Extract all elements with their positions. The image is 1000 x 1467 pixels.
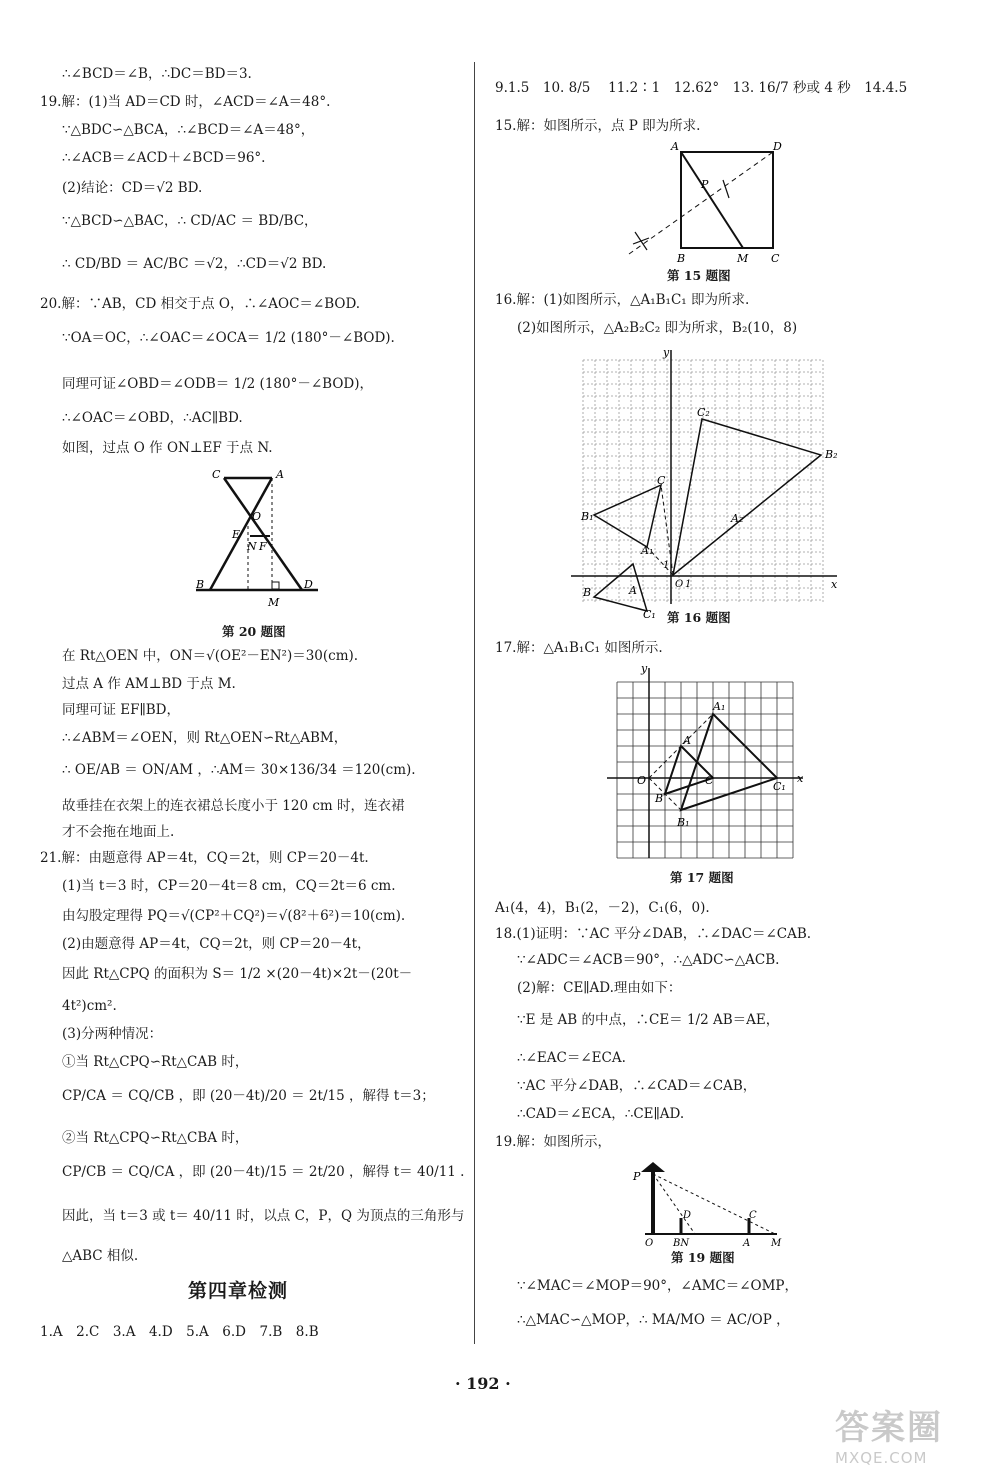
fig-label: D bbox=[304, 578, 313, 591]
text-line: (2)结论：CD＝√2 BD. bbox=[62, 180, 203, 196]
text-line: 同理可证∠OBD＝∠ODB＝ 1/2 (180°－∠BOD)， bbox=[62, 376, 373, 392]
fig-label: P bbox=[633, 1170, 641, 1183]
fig-label: A bbox=[743, 1238, 751, 1249]
text-line: CP/CB ＝ CQ/CA ，即 (20－4t)/15 ＝ 2t/20 ，解得 t＝ 40/11 . bbox=[62, 1164, 465, 1180]
figure-caption: 第 20 题图 bbox=[222, 624, 286, 639]
text-line: 17.解：△A₁B₁C₁ 如图所示. bbox=[495, 640, 663, 656]
fig-label: O bbox=[252, 510, 262, 523]
fig-label: M bbox=[737, 252, 749, 265]
text-line: 因此 Rt△CPQ 的面积为 S＝ 1/2 ×(20－4t)×2t－(20t－ bbox=[62, 966, 413, 982]
text-line: ∴∠ACB＝∠ACD＋∠BCD＝96°. bbox=[62, 150, 266, 166]
text-line: 过点 A 作 AM⊥BD 于点 M. bbox=[62, 676, 236, 692]
fig-label: B bbox=[196, 578, 205, 591]
page-number: · 192 · bbox=[455, 1374, 511, 1393]
fig-label: A₁ bbox=[641, 544, 654, 557]
fig-label: A bbox=[683, 734, 691, 747]
fig-label: x bbox=[797, 772, 804, 785]
text-line: 如图，过点 O 作 ON⊥EF 于点 N. bbox=[62, 440, 273, 456]
fig-label: O bbox=[645, 1238, 654, 1249]
text-line: ∴ OE/AB ＝ ON/AM ，∴AM＝ 30×136/34 ＝120(cm). bbox=[62, 762, 416, 778]
fig-label: C bbox=[749, 1210, 757, 1221]
fig-label: M bbox=[771, 1238, 782, 1249]
fig-label: A₁ bbox=[713, 700, 726, 713]
fig-label: B bbox=[583, 586, 592, 599]
text-line: (1)当 t＝3 时，CP＝20－4t＝8 cm，CQ＝2t＝6 cm. bbox=[62, 878, 396, 894]
text-line: ∴∠EAC＝∠ECA. bbox=[517, 1050, 626, 1066]
figure-19 bbox=[625, 1158, 785, 1248]
fig-label: B bbox=[677, 252, 686, 265]
text-line: A₁(4，4)，B₁(2，－2)，C₁(6，0). bbox=[495, 900, 710, 916]
text-line: (2)如图所示，△A₂B₂C₂ 即为所求，B₂(10，8) bbox=[517, 320, 798, 336]
fig-label: D bbox=[773, 140, 782, 153]
text-line: 9.1.5 10. 8/5 11.2∶1 12.62° 13. 16/7 秒或 4 秒 14.4.5 bbox=[495, 80, 908, 96]
figure-caption: 第 16 题图 bbox=[667, 610, 731, 625]
text-line: 在 Rt△OEN 中，ON＝√(OE²－EN²)＝30(cm). bbox=[62, 648, 359, 664]
text-line: 19.解：如图所示， bbox=[495, 1134, 611, 1150]
fig-label: C₁ bbox=[773, 780, 786, 793]
text-line: 才不会拖在地面上. bbox=[62, 824, 175, 840]
text-line: ∵△BDC∽△BCA，∴∠BCD＝∠A＝48°， bbox=[62, 122, 315, 138]
fig-label: A bbox=[276, 468, 284, 481]
column-divider bbox=[474, 62, 475, 1344]
fig-label: O bbox=[675, 579, 684, 590]
text-line: ∴CAD＝∠ECA，∴CE∥AD. bbox=[517, 1106, 685, 1122]
fig-label: C₁ bbox=[643, 608, 656, 621]
watermark-en: MXQE.COM bbox=[835, 1449, 928, 1467]
text-line: CP/CA ＝ CQ/CB ，即 (20－4t)/20 ＝ 2t/15 ，解得 t＝3； bbox=[62, 1088, 435, 1104]
fig-label: A bbox=[629, 584, 637, 597]
text-line: (2)由题意得 AP＝4t，CQ＝2t，则 CP＝20－4t， bbox=[62, 936, 371, 952]
text-line: ∵△BCD∽△BAC，∴ CD/AC ＝ BD/BC， bbox=[62, 213, 318, 229]
fig-label: B₁ bbox=[677, 816, 690, 829]
fig-label: A bbox=[671, 140, 679, 153]
text-line: ∵OA＝OC，∴∠OAC＝∠OCA＝ 1/2 (180°－∠BOD). bbox=[62, 330, 395, 346]
text-line: 故垂挂在衣架上的连衣裙总长度小于 120 cm 时，连衣裙 bbox=[62, 798, 405, 814]
fig-label: P bbox=[701, 178, 709, 191]
fig-label: C bbox=[771, 252, 780, 265]
fig-label: C bbox=[657, 474, 666, 487]
fig-label: x bbox=[831, 578, 838, 591]
fig-label: C₂ bbox=[697, 406, 710, 419]
figure-15 bbox=[615, 140, 785, 268]
fig-label: C bbox=[705, 774, 714, 787]
text-line: ∴∠ABM＝∠OEN，则 Rt△OEN∽Rt△ABM， bbox=[62, 730, 348, 746]
chapter-heading: 第四章检测 bbox=[188, 1280, 289, 1302]
fig-label: B₁ bbox=[581, 510, 594, 523]
fig-label: 1 bbox=[685, 579, 692, 590]
text-line: 同理可证 EF∥BD， bbox=[62, 702, 180, 718]
watermark-cn: 答案圈 bbox=[835, 1408, 943, 1448]
text-line: ∴∠BCD＝∠B，∴DC＝BD＝3. bbox=[62, 66, 252, 82]
figure-17 bbox=[607, 660, 807, 860]
text-line: ∵E 是 AB 的中点，∴CE＝ 1/2 AB＝AE， bbox=[517, 1012, 780, 1028]
text-line: △ABC 相似. bbox=[62, 1248, 139, 1264]
fig-label: A₂ bbox=[731, 512, 744, 525]
text-line: 16.解：(1)如图所示，△A₁B₁C₁ 即为所求. bbox=[495, 292, 750, 308]
fig-label: N bbox=[247, 540, 257, 553]
text-line: 20.解：∵AB，CD 相交于点 O，∴∠AOC＝∠BOD. bbox=[40, 296, 361, 312]
text-line: ∴ CD/BD ＝ AC/BC ＝√2，∴CD＝√2 BD. bbox=[62, 256, 327, 272]
text-line: (2)解：CE∥AD.理由如下： bbox=[517, 980, 682, 996]
text-line: 由勾股定理得 PQ＝√(CP²＋CQ²)＝√(8²＋6²)＝10(cm). bbox=[62, 908, 406, 924]
text-line: ∴∠OAC＝∠OBD，∴AC∥BD. bbox=[62, 410, 243, 426]
text-line: ②当 Rt△CPQ∽Rt△CBA 时， bbox=[62, 1130, 249, 1146]
fig-label: M bbox=[268, 596, 280, 609]
chapter-answers: 1.A 2.C 3.A 4.D 5.A 6.D 7.B 8.B bbox=[40, 1324, 319, 1340]
text-line: (3)分两种情况： bbox=[62, 1026, 163, 1042]
fig-label: O bbox=[637, 774, 647, 787]
text-line: 19.解：(1)当 AD＝CD 时，∠ACD＝∠A＝48°. bbox=[40, 94, 331, 110]
text-line: 18.(1)证明：∵AC 平分∠DAB，∴∠DAC＝∠CAB. bbox=[495, 926, 812, 942]
text-line: 21.解：由题意得 AP＝4t，CQ＝2t，则 CP＝20－4t. bbox=[40, 850, 369, 866]
fig-label: BN bbox=[673, 1238, 690, 1249]
text-line: ①当 Rt△CPQ∽Rt△CAB 时， bbox=[62, 1054, 249, 1070]
fig-label: y bbox=[663, 346, 670, 359]
watermark-logo bbox=[835, 1400, 995, 1467]
fig-label: E bbox=[232, 528, 241, 541]
text-line: ∵∠ADC＝∠ACB＝90°，∴△ADC∽△ACB. bbox=[517, 952, 780, 968]
figure-caption: 第 19 题图 bbox=[671, 1250, 735, 1265]
fig-label: C bbox=[212, 468, 221, 481]
text-line: ∴△MAC∽△MOP，∴ MA/MO ＝ AC/OP ， bbox=[517, 1312, 790, 1328]
figure-20 bbox=[192, 468, 332, 616]
figure-caption: 第 17 题图 bbox=[670, 870, 734, 885]
fig-label: B bbox=[655, 792, 664, 805]
text-line: ∵∠MAC＝∠MOP＝90°，∠AMC＝∠OMP， bbox=[517, 1278, 799, 1294]
fig-label: D bbox=[683, 1210, 692, 1221]
fig-label: B₂ bbox=[825, 448, 838, 461]
text-line: 因此，当 t＝3 或 t＝ 40/11 时，以点 C，P，Q 为顶点的三角形与 bbox=[62, 1208, 465, 1224]
figure-caption: 第 15 题图 bbox=[667, 268, 731, 283]
fig-label: F bbox=[259, 540, 267, 553]
fig-label: y bbox=[641, 662, 648, 675]
text-line: 4t²)cm². bbox=[62, 998, 117, 1014]
fig-label: 1 bbox=[663, 560, 670, 571]
text-line: 15.解：如图所示，点 P 即为所求. bbox=[495, 118, 701, 134]
text-line: ∵AC 平分∠DAB，∴∠CAD＝∠CAB， bbox=[517, 1078, 757, 1094]
